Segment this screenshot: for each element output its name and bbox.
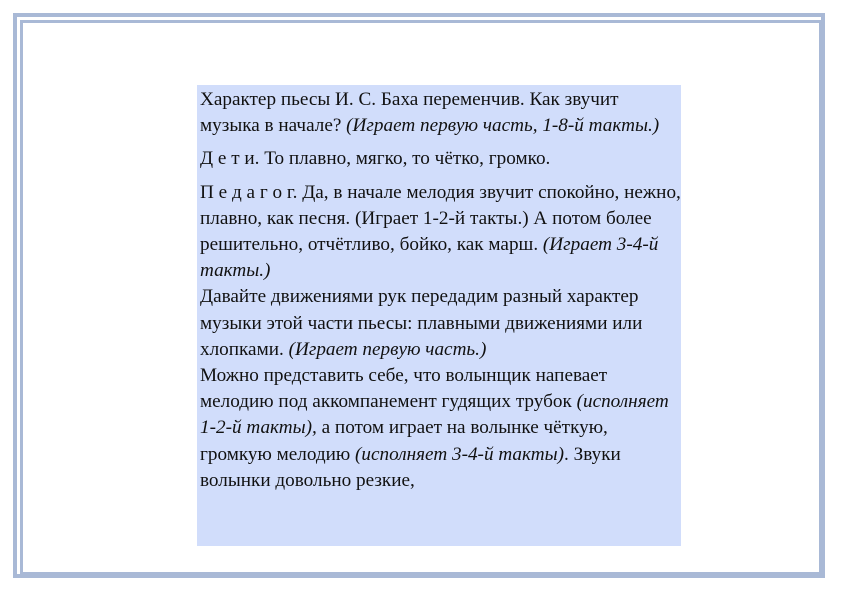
paragraph-bagpiper-text-3: . Звуки волынки довольно резкие,	[200, 443, 621, 491]
paragraph-question-stage-direction: (Играет первую часть, 1-8-й такты.)	[346, 115, 660, 137]
paragraph-teacher	[200, 180, 681, 285]
paragraph-children-answer-text: Д е т и. То плавно, мягко, то чётко, громко.	[200, 148, 551, 170]
paragraph-bagpiper-stage-direction-1: (исполняет 1-2-й такты),	[200, 391, 669, 439]
paragraph-teacher-text: П е д а г о г. Да, в начале мелодия звучит спокойно, нежно, плавно, как песня. (Играет 1-2-й такты.) А потом более решительно, отчётливо, бойко, как марш.	[200, 181, 681, 256]
text-block	[197, 85, 681, 546]
paragraph-movement-text: Давайте движениями рук передадим разный характер музыки этой части пьесы: плавными движениями или хлопками.	[200, 286, 643, 360]
paragraph-bagpiper	[200, 363, 681, 494]
paragraph-question	[200, 87, 681, 139]
paragraph-bagpiper-text-1: Можно представить себе, что волынщик напевает мелодию под аккомпанемент гудящих трубок	[200, 365, 608, 413]
paragraph-bagpiper-stage-direction-2: (исполняет 3-4-й такты)	[355, 443, 564, 465]
paragraph-bagpiper-text-2: а потом играет на волынке чёткую, громкую мелодию	[200, 417, 608, 465]
paragraph-children-answer	[200, 146, 681, 172]
paragraph-movement	[200, 284, 681, 363]
paragraph-question-text: Характер пьесы И. С. Баха переменчив. Как звучит музыка в начале?	[200, 89, 619, 137]
paragraph-teacher-stage-direction: (Играет 3-4-й такты.)	[200, 234, 659, 282]
paragraph-movement-stage-direction: (Играет первую часть.)	[288, 338, 487, 360]
